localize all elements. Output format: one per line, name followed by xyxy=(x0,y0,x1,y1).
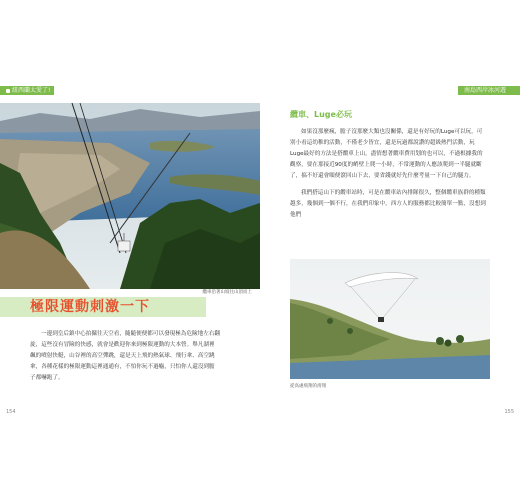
left-body-text: 一邊到皇后鎮中心拍攝往天空看，隨隨便便都可以發現極為危險地左右翻旋，這些沒有冒險的快感，就會是歡迎你來到極限運動的大本營。舉凡湖裡飆的噴射快艇，山谷裡的高空彈跳，還是天上飛的熱氣球、飛行傘、高空跳傘，各種花樣的極限運動這裡通通有，不怕你玩不過癮，只怕你人還沒到膽子都嚇跑了。 xyxy=(30,331,221,381)
paraglider-photo xyxy=(290,259,490,379)
gondola-photo-caption: 纜車沿著山坡往山頂而上 xyxy=(202,290,252,295)
right-paragraph-1: 如果沒那麼瘋，膽子沒那麼大類也沒關係，還是有好玩的Luge可以玩，可別小看這幼稚的活動，不僅老少皆宜，還是玩過都說讚的超級熱門活動，玩Luge最好的方法是搭纜車上山，盡情想著纜車費用划的也可以，不過根據我的觀察，要在那接近90度的峭壁上爬一小時，不常運動的人應該爬到一半腿就斷了，搞不好還會順便滾回山下去，要省錢就好先什麼考量一下自己的腿力。 xyxy=(290,129,483,179)
right-page xyxy=(260,81,520,421)
right-subtitle: 纜車、Luge必玩 xyxy=(290,110,352,119)
right-header-text: 南島西岸冰河遊 xyxy=(464,87,507,94)
right-paragraph-2: 我們搭這山下的纜車站時，可是在纜車站內排隊很久，整個纜車族群的種類越多，幾個到一個不行，在我們印象中，西方人的服務都比較簡單一點，沒想到他們 xyxy=(290,190,486,218)
book-spread xyxy=(0,81,520,421)
left-header-text: 紐西蘭太愛了! xyxy=(12,87,51,94)
left-page xyxy=(0,81,260,421)
right-body-text xyxy=(290,127,486,227)
book-logo-icon xyxy=(6,89,10,93)
right-page-number: 155 xyxy=(504,409,514,415)
section-title: 極限運動刺激一下 xyxy=(0,297,206,317)
paraglider-photo-caption: 從高處飛翔的滑翔 xyxy=(290,384,326,389)
left-page-number: 154 xyxy=(6,409,16,415)
left-running-header xyxy=(0,86,54,95)
gondola-photo xyxy=(0,103,260,289)
right-running-header xyxy=(458,86,520,95)
